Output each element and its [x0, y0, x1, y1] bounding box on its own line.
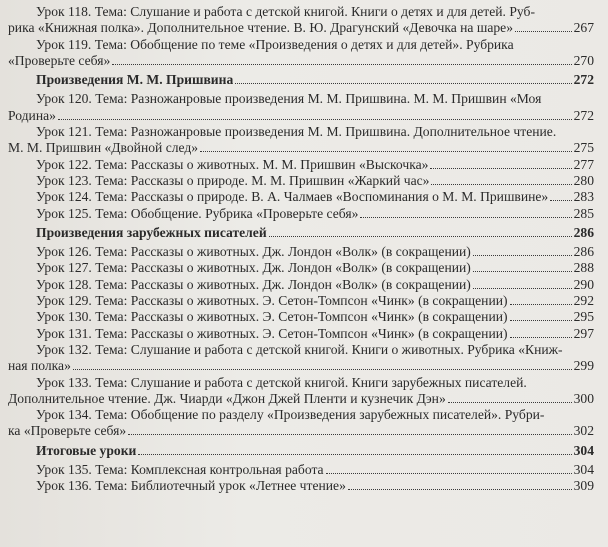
- dot-leader: [348, 489, 572, 490]
- dot-leader: [128, 434, 571, 435]
- dot-leader: [510, 337, 572, 338]
- page-number: 272: [573, 72, 594, 88]
- dot-leader: [360, 217, 571, 218]
- page-number: 286: [573, 244, 594, 260]
- toc-entry-text: Родина»: [8, 107, 56, 123]
- toc-lesson-entry: [8, 374, 594, 408]
- page-number: 272: [573, 107, 594, 123]
- toc-entry-text: Урок 118. Тема: Слушание и работа с детской книгой. Книги о детях и для детей. Руб-: [36, 4, 535, 19]
- toc-section-heading: [36, 72, 594, 88]
- toc-entry-text: Урок 126. Тема: Рассказы о животных. Дж. Лондон «Волк» (в сокращении): [36, 244, 471, 260]
- toc-entry-text: Урок 130. Тема: Рассказы о животных. Э. Сетон-Томпсон «Чинк» (в сокращении): [36, 309, 508, 325]
- toc-entry-text: Урок 122. Тема: Рассказы о животных. М. М. Пришвин «Выскочка»: [36, 156, 429, 172]
- page-number: 280: [573, 172, 594, 188]
- toc-lesson-entry: [8, 36, 594, 70]
- toc-lesson-entry: [36, 326, 594, 342]
- dot-leader: [112, 64, 571, 65]
- toc-entry-text: Произведения М. М. Пришвина: [36, 72, 234, 88]
- page-number: 270: [573, 52, 594, 68]
- toc-lesson-entry: [36, 277, 594, 293]
- toc-section-heading: [36, 443, 594, 459]
- toc-lesson-entry: [8, 91, 594, 124]
- dot-leader: [473, 255, 572, 256]
- dot-leader: [58, 119, 572, 120]
- dot-leader: [326, 473, 572, 474]
- toc-lesson-entry: [8, 124, 594, 157]
- toc-lesson-entry: [36, 173, 594, 189]
- dot-leader: [431, 184, 571, 185]
- toc-entry-text: Урок 121. Тема: Разножанровые произведения М. М. Пришвина. Дополнительное чтение.: [36, 124, 557, 140]
- page-number: 300: [573, 390, 594, 406]
- page-number: 267: [573, 20, 594, 36]
- dot-leader: [515, 31, 572, 32]
- toc-entry-text: Произведения зарубежных писателей: [36, 224, 267, 240]
- toc-entry-text: Урок 132. Тема: Слушание и работа с детской книгой. Книги о животных. Рубрика «Книж-: [36, 341, 563, 357]
- dot-leader: [138, 454, 571, 455]
- dot-leader: [510, 320, 572, 321]
- page-number: 286: [573, 224, 594, 240]
- page-number: 302: [573, 423, 594, 439]
- page-number: 299: [573, 358, 594, 374]
- page-number: 297: [573, 325, 594, 341]
- toc-lesson-entry: [36, 244, 594, 260]
- page-number: 292: [573, 293, 594, 309]
- toc-entry-text: «Проверьте себя»: [8, 52, 111, 68]
- toc-entry-text: Урок 136. Тема: Библиотечный урок «Летнее чтение»: [36, 478, 346, 494]
- toc-lesson-entry: [36, 478, 594, 494]
- toc-entry-text: Урок 123. Тема: Рассказы о природе. М. М. Пришвин «Жаркий час»: [36, 172, 430, 188]
- toc-entry-text: Урок 128. Тема: Рассказы о животных. Дж. Лондон «Волк» (в сокращении): [36, 276, 471, 292]
- toc-entry-text: Урок 125. Тема: Обобщение. Рубрика «Проверьте себя»: [36, 205, 359, 221]
- toc-entry-text: Урок 127. Тема: Рассказы о животных. Дж. Лондон «Волк» (в сокращении): [36, 260, 471, 276]
- dot-leader: [73, 369, 572, 370]
- toc-lesson-entry: [8, 407, 594, 440]
- toc-entry-text: Итоговые уроки: [36, 442, 137, 458]
- toc-entry-text: Урок 129. Тема: Рассказы о животных. Э. Сетон-Томпсон «Чинк» (в сокращении): [36, 293, 508, 309]
- toc-entry-text: Дополнительное чтение. Дж. Чиарди «Джон Джей Пленти и кузнечик Дэн»: [8, 390, 446, 406]
- toc-entry-text: Урок 131. Тема: Рассказы о животных. Э. Сетон-Томпсон «Чинк» (в сокращении): [36, 325, 508, 341]
- toc-lesson-entry: [36, 293, 594, 309]
- dot-leader: [448, 402, 572, 403]
- page-number: 309: [573, 478, 594, 494]
- dot-leader: [473, 271, 572, 272]
- page-number: 285: [573, 205, 594, 221]
- dot-leader: [200, 151, 572, 152]
- dot-leader: [430, 168, 571, 169]
- page-number: 295: [573, 309, 594, 325]
- dot-leader: [510, 304, 572, 305]
- page-number: 304: [573, 462, 594, 478]
- toc-entry-text: М. М. Пришвин «Двойной след»: [8, 140, 199, 156]
- page-number: 290: [573, 276, 594, 292]
- toc-entry-text: Урок 119. Тема: Обобщение по теме «Произведения о детях и для детей». Рубрика: [36, 36, 514, 52]
- toc-lesson-entry: [36, 189, 594, 205]
- toc-section-heading: [36, 225, 594, 241]
- toc-lesson-entry: [8, 4, 594, 37]
- toc-entry-text: Урок 135. Тема: Комплексная контрольная работа: [36, 462, 324, 478]
- toc-lesson-entry: [36, 309, 594, 325]
- toc-lesson-entry: [8, 341, 594, 375]
- toc-lesson-entry: [36, 157, 594, 173]
- toc-entry-text: Урок 134. Тема: Обобщение по разделу «Произведения зарубежных писателей». Рубри-: [36, 407, 545, 423]
- toc-lesson-entry: [36, 206, 594, 222]
- toc-entry-text: Урок 120. Тема: Разножанровые произведения М. М. Пришвина. М. М. Пришвин «Моя: [36, 91, 542, 107]
- toc-entry-text: рика «Книжная полка». Дополнительное чтение. В. Ю. Драгунский «Девочка на шаре»: [8, 20, 513, 36]
- toc-entry-text: ка «Проверьте себя»: [8, 423, 127, 439]
- dot-leader: [473, 288, 572, 289]
- page-number: 275: [573, 140, 594, 156]
- toc-entry-text: Урок 124. Тема: Рассказы о природе. В. А. Чалмаев «Воспоминания о М. М. Пришвине»: [36, 189, 549, 205]
- toc-entry-text: Урок 133. Тема: Слушание и работа с детской книгой. Книги зарубежных писателей.: [36, 374, 527, 390]
- toc-lesson-entry: [36, 462, 594, 478]
- toc-lesson-entry: [36, 260, 594, 276]
- page-number: 283: [573, 189, 594, 205]
- dot-leader: [269, 236, 572, 237]
- page-number: 304: [573, 442, 594, 458]
- page-number: 277: [573, 156, 594, 172]
- page-number: 288: [573, 260, 594, 276]
- dot-leader: [550, 200, 571, 201]
- toc-entry-text: ная полка»: [8, 358, 71, 374]
- dot-leader: [235, 83, 571, 84]
